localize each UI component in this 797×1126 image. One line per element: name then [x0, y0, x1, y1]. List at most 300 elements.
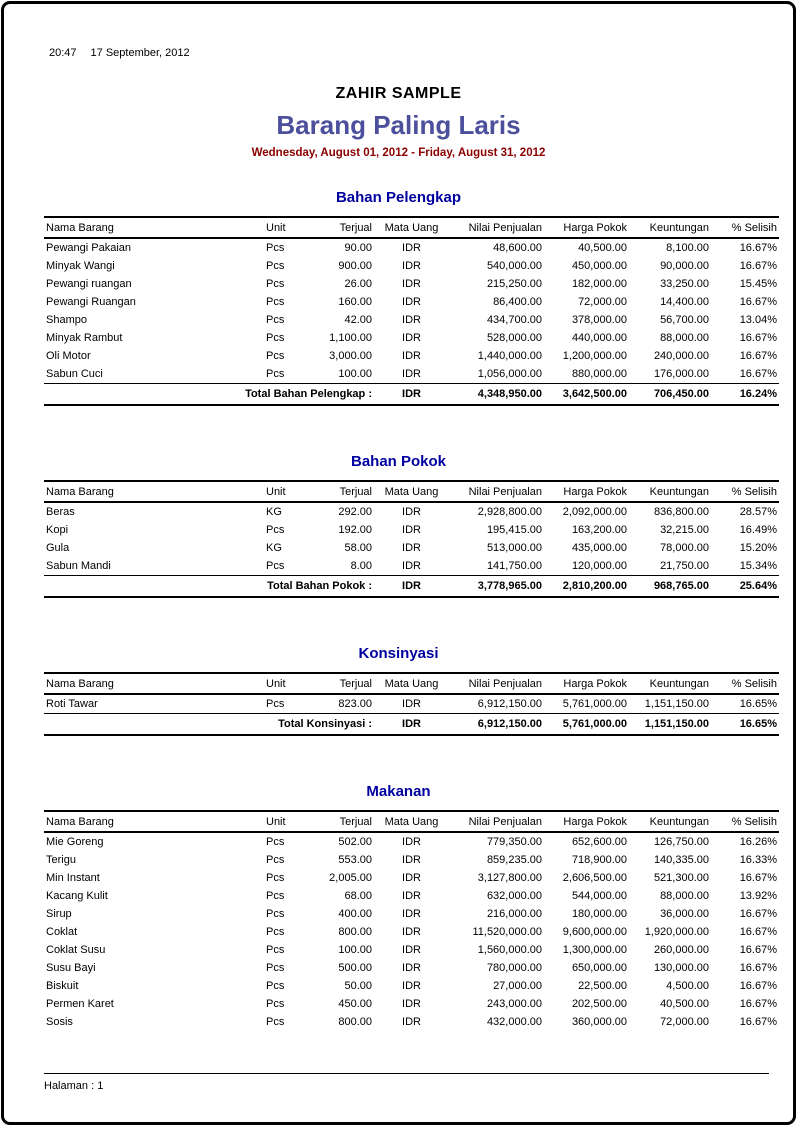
- table-cell: 78,000.00: [660, 542, 709, 554]
- table-cell: Pcs: [266, 836, 285, 848]
- table-cell: Pcs: [266, 944, 285, 956]
- column-header: Mata Uang: [374, 217, 449, 238]
- table-cell: 16.67%: [739, 296, 777, 308]
- table-cell: Pcs: [266, 698, 285, 710]
- table-cell: 632,000.00: [486, 890, 542, 902]
- table-cell: 100.00: [338, 944, 372, 956]
- table-cell: 16.67%: [739, 1016, 777, 1028]
- column-header: Nama Barang: [44, 217, 264, 238]
- table-cell: IDR: [402, 242, 421, 254]
- table-row: [44, 851, 779, 869]
- table-cell: IDR: [402, 296, 421, 308]
- table-cell: Susu Bayi: [46, 962, 96, 974]
- table-row: [44, 365, 779, 384]
- table-cell: 836,800.00: [653, 506, 709, 518]
- print-time: 20:47: [49, 47, 77, 59]
- table-cell: 8,100.00: [666, 242, 709, 254]
- table-cell: 780,000.00: [486, 962, 542, 974]
- table-row: [44, 905, 779, 923]
- table-cell: IDR: [402, 926, 421, 938]
- table-header-row: [44, 811, 779, 832]
- table-cell: 163,200.00: [571, 524, 627, 536]
- table-cell: Oli Motor: [46, 350, 91, 362]
- table-row: [44, 347, 779, 365]
- column-header: Unit: [264, 811, 319, 832]
- table-cell: Pcs: [266, 854, 285, 866]
- column-header: Mata Uang: [374, 481, 449, 502]
- table-cell: 650,000.00: [571, 962, 627, 974]
- table-cell: 11,520,000.00: [472, 926, 542, 938]
- table-cell: 240,000.00: [653, 350, 709, 362]
- company-name: ZAHIR SAMPLE: [335, 85, 462, 102]
- table-cell: IDR: [402, 542, 421, 554]
- table-cell: 502.00: [338, 836, 372, 848]
- table-cell: Min Instant: [46, 872, 100, 884]
- table-cell: Pcs: [266, 350, 285, 362]
- table-cell: 88,000.00: [660, 890, 709, 902]
- table-cell: 90,000.00: [660, 260, 709, 272]
- table-row: [44, 502, 779, 521]
- table-cell: 243,000.00: [486, 998, 542, 1010]
- total-row: [44, 384, 779, 406]
- table-cell: 176,000.00: [653, 368, 709, 380]
- table-cell: 28.57%: [739, 506, 777, 518]
- table-cell: 140,335.00: [653, 854, 709, 866]
- table-cell: 16.67%: [739, 332, 777, 344]
- report-table: [44, 480, 779, 598]
- column-header: Harga Pokok: [544, 217, 629, 238]
- table-cell: IDR: [402, 260, 421, 272]
- table-body: [44, 832, 779, 1031]
- column-header: % Selisih: [711, 217, 779, 238]
- table-cell: Shampo: [46, 314, 87, 326]
- table-body: [44, 694, 779, 714]
- table-cell: 180,000.00: [571, 908, 627, 920]
- table-cell: Kopi: [46, 524, 69, 536]
- table-cell: 3,000.00: [329, 350, 372, 362]
- table-cell: 544,000.00: [571, 890, 627, 902]
- table-cell: IDR: [402, 506, 421, 518]
- report-section: [4, 783, 793, 1031]
- total-row: [44, 714, 779, 736]
- table-cell: Pcs: [266, 314, 285, 326]
- table-cell: 16.26%: [739, 836, 777, 848]
- table-cell: IDR: [402, 854, 421, 866]
- total-value: 968,765.00: [629, 576, 711, 598]
- table-cell: 182,000.00: [571, 278, 627, 290]
- table-cell: IDR: [402, 560, 421, 572]
- report-section: [4, 453, 793, 598]
- table-cell: 521,300.00: [653, 872, 709, 884]
- report-section: [4, 189, 793, 406]
- table-cell: IDR: [402, 350, 421, 362]
- table-cell: 202,500.00: [571, 998, 627, 1010]
- report-table: [44, 810, 779, 1031]
- table-cell: 440,000.00: [571, 332, 627, 344]
- table-footer: [44, 384, 779, 406]
- table-cell: Sabun Mandi: [46, 560, 111, 572]
- total-value: 6,912,150.00: [449, 714, 544, 736]
- table-cell: Beras: [46, 506, 75, 518]
- table-cell: 2,092,000.00: [562, 506, 627, 518]
- column-header: Nilai Penjualan: [449, 217, 544, 238]
- table-cell: KG: [266, 506, 282, 518]
- table-cell: Pcs: [266, 368, 285, 380]
- table-cell: 120,000.00: [571, 560, 627, 572]
- table-row: [44, 557, 779, 576]
- table-cell: 859,235.00: [486, 854, 542, 866]
- table-cell: 292.00: [338, 506, 372, 518]
- table-cell: Roti Tawar: [46, 698, 98, 710]
- table-cell: Pcs: [266, 998, 285, 1010]
- table-cell: 2,928,800.00: [477, 506, 542, 518]
- column-header: Unit: [264, 481, 319, 502]
- table-cell: 14,400.00: [660, 296, 709, 308]
- table-cell: 400.00: [338, 908, 372, 920]
- table-cell: KG: [266, 542, 282, 554]
- total-percent: 16.65%: [711, 714, 779, 736]
- table-cell: 26.00: [344, 278, 372, 290]
- total-value: 1,151,150.00: [629, 714, 711, 736]
- table-cell: Pcs: [266, 980, 285, 992]
- table-cell: 22,500.00: [578, 980, 627, 992]
- table-cell: 130,000.00: [653, 962, 709, 974]
- table-cell: 1,560,000.00: [477, 944, 542, 956]
- table-cell: Pcs: [266, 560, 285, 572]
- column-header: Unit: [264, 673, 319, 694]
- table-cell: 5,761,000.00: [562, 698, 627, 710]
- report-page: [1, 1, 796, 1125]
- table-row: [44, 887, 779, 905]
- column-header: Keuntungan: [629, 481, 711, 502]
- table-cell: 141,750.00: [486, 560, 542, 572]
- page-footer: [44, 1073, 769, 1092]
- table-cell: 58.00: [344, 542, 372, 554]
- table-cell: 16.67%: [739, 350, 777, 362]
- table-header: [44, 673, 779, 694]
- table-cell: 4,500.00: [666, 980, 709, 992]
- table-cell: 13.04%: [739, 314, 777, 326]
- table-body: [44, 238, 779, 384]
- table-cell: 16.67%: [739, 242, 777, 254]
- table-cell: 56,700.00: [660, 314, 709, 326]
- table-cell: Sirup: [46, 908, 72, 920]
- section-heading: Makanan: [366, 783, 431, 800]
- table-cell: Kacang Kulit: [46, 890, 108, 902]
- table-cell: Pcs: [266, 872, 285, 884]
- table-cell: Pewangi Ruangan: [46, 296, 136, 308]
- table-cell: IDR: [402, 368, 421, 380]
- table-cell: 126,750.00: [653, 836, 709, 848]
- table-header-row: [44, 217, 779, 238]
- column-header: Harga Pokok: [544, 811, 629, 832]
- table-cell: Pcs: [266, 242, 285, 254]
- column-header: Keuntungan: [629, 217, 711, 238]
- total-percent: 25.64%: [711, 576, 779, 598]
- table-cell: Pcs: [266, 524, 285, 536]
- total-label: Total Konsinyasi :: [44, 714, 374, 736]
- column-header: Nama Barang: [44, 481, 264, 502]
- table-cell: 16.67%: [739, 260, 777, 272]
- column-header: Terjual: [319, 673, 374, 694]
- table-cell: 1,440,000.00: [477, 350, 542, 362]
- table-cell: IDR: [402, 962, 421, 974]
- total-value: 5,761,000.00: [544, 714, 629, 736]
- table-cell: 36,000.00: [660, 908, 709, 920]
- column-header: Nilai Penjualan: [449, 811, 544, 832]
- report-table: [44, 672, 779, 736]
- table-cell: Terigu: [46, 854, 76, 866]
- total-percent: 16.24%: [711, 384, 779, 406]
- table-row: [44, 238, 779, 257]
- table-row: [44, 275, 779, 293]
- column-header: Nilai Penjualan: [449, 481, 544, 502]
- column-header: Terjual: [319, 217, 374, 238]
- table-cell: 13.92%: [739, 890, 777, 902]
- table-cell: IDR: [402, 944, 421, 956]
- table-cell: IDR: [402, 908, 421, 920]
- table-cell: 432,000.00: [486, 1016, 542, 1028]
- column-header: % Selisih: [711, 481, 779, 502]
- table-cell: 50.00: [344, 980, 372, 992]
- table-cell: Pcs: [266, 1016, 285, 1028]
- report-table: [44, 216, 779, 406]
- total-value: 3,642,500.00: [544, 384, 629, 406]
- table-cell: 16.67%: [739, 872, 777, 884]
- table-cell: Pcs: [266, 962, 285, 974]
- total-currency: IDR: [374, 714, 449, 736]
- table-row: [44, 1013, 779, 1031]
- table-cell: 360,000.00: [571, 1016, 627, 1028]
- table-cell: 260,000.00: [653, 944, 709, 956]
- table-cell: 48,600.00: [493, 242, 542, 254]
- table-footer: [44, 714, 779, 736]
- table-cell: Sabun Cuci: [46, 368, 103, 380]
- table-cell: 434,700.00: [486, 314, 542, 326]
- column-header: % Selisih: [711, 673, 779, 694]
- section-heading: Bahan Pelengkap: [335, 189, 462, 206]
- column-header: % Selisih: [711, 811, 779, 832]
- print-datetime: [49, 4, 793, 60]
- table-cell: Pcs: [266, 890, 285, 902]
- table-cell: Minyak Wangi: [46, 260, 115, 272]
- table-cell: IDR: [402, 1016, 421, 1028]
- table-cell: 8.00: [350, 560, 372, 572]
- column-header: Harga Pokok: [544, 481, 629, 502]
- table-cell: 16.67%: [739, 926, 777, 938]
- table-cell: 16.67%: [739, 944, 777, 956]
- table-header-row: [44, 481, 779, 502]
- table-cell: 450.00: [338, 998, 372, 1010]
- table-cell: Pewangi Pakaian: [46, 242, 132, 254]
- table-cell: Gula: [46, 542, 70, 554]
- table-cell: 42.00: [344, 314, 372, 326]
- table-cell: 652,600.00: [571, 836, 627, 848]
- table-cell: Pcs: [266, 908, 285, 920]
- table-cell: IDR: [402, 836, 421, 848]
- table-cell: Sosis: [46, 1016, 73, 1028]
- table-cell: Pcs: [266, 926, 285, 938]
- table-cell: Coklat: [46, 926, 78, 938]
- table-cell: 528,000.00: [486, 332, 542, 344]
- table-cell: 86,400.00: [493, 296, 542, 308]
- table-cell: 800.00: [338, 926, 372, 938]
- table-cell: 16.67%: [739, 980, 777, 992]
- table-cell: Permen Karet: [46, 998, 114, 1010]
- column-header: Unit: [264, 217, 319, 238]
- table-cell: 16.65%: [739, 698, 777, 710]
- table-cell: 800.00: [338, 1016, 372, 1028]
- table-cell: 2,005.00: [329, 872, 372, 884]
- table-cell: 215,250.00: [486, 278, 542, 290]
- report-period: Wednesday, August 01, 2012 - Friday, August 31, 2012: [251, 147, 546, 159]
- table-cell: 72,000.00: [578, 296, 627, 308]
- table-cell: 160.00: [338, 296, 372, 308]
- table-cell: Mie Goreng: [46, 836, 104, 848]
- report-title: Barang Paling Laris: [276, 110, 521, 140]
- page-number: Halaman : 1: [44, 1080, 104, 1092]
- table-cell: Coklat Susu: [46, 944, 106, 956]
- total-value: 4,348,950.00: [449, 384, 544, 406]
- table-cell: 16.33%: [739, 854, 777, 866]
- table-cell: 880,000.00: [571, 368, 627, 380]
- table-cell: 40,500.00: [660, 998, 709, 1010]
- table-row: [44, 959, 779, 977]
- total-value: 3,778,965.00: [449, 576, 544, 598]
- table-cell: 1,300,000.00: [562, 944, 627, 956]
- table-row: [44, 832, 779, 851]
- table-cell: 1,200,000.00: [562, 350, 627, 362]
- table-cell: 33,250.00: [660, 278, 709, 290]
- total-currency: IDR: [374, 384, 449, 406]
- table-row: [44, 539, 779, 557]
- column-header: Nilai Penjualan: [449, 673, 544, 694]
- table-header-row: [44, 673, 779, 694]
- table-cell: Biskuit: [46, 980, 79, 992]
- table-cell: 500.00: [338, 962, 372, 974]
- table-cell: 900.00: [338, 260, 372, 272]
- table-cell: 378,000.00: [571, 314, 627, 326]
- table-header: [44, 811, 779, 832]
- table-cell: 88,000.00: [660, 332, 709, 344]
- table-cell: IDR: [402, 314, 421, 326]
- table-cell: 9,600,000.00: [562, 926, 627, 938]
- table-cell: Pcs: [266, 278, 285, 290]
- table-cell: 540,000.00: [486, 260, 542, 272]
- table-cell: IDR: [402, 332, 421, 344]
- table-cell: 16.67%: [739, 998, 777, 1010]
- total-value: 2,810,200.00: [544, 576, 629, 598]
- total-row: [44, 576, 779, 598]
- column-header: Keuntungan: [629, 673, 711, 694]
- column-header: Terjual: [319, 481, 374, 502]
- table-cell: 195,415.00: [486, 524, 542, 536]
- column-header: Mata Uang: [374, 673, 449, 694]
- table-cell: IDR: [402, 890, 421, 902]
- table-row: [44, 977, 779, 995]
- table-cell: Pcs: [266, 260, 285, 272]
- table-cell: 435,000.00: [571, 542, 627, 554]
- table-cell: 16.49%: [739, 524, 777, 536]
- table-cell: 1,151,150.00: [644, 698, 709, 710]
- table-cell: 90.00: [344, 242, 372, 254]
- section-heading: Bahan Pokok: [350, 453, 447, 470]
- table-row: [44, 329, 779, 347]
- table-cell: 16.67%: [739, 962, 777, 974]
- total-currency: IDR: [374, 576, 449, 598]
- table-cell: 823.00: [338, 698, 372, 710]
- table-cell: IDR: [402, 980, 421, 992]
- table-cell: 72,000.00: [660, 1016, 709, 1028]
- table-header: [44, 217, 779, 238]
- table-cell: 450,000.00: [571, 260, 627, 272]
- table-cell: 27,000.00: [493, 980, 542, 992]
- table-cell: 216,000.00: [486, 908, 542, 920]
- table-cell: IDR: [402, 524, 421, 536]
- table-cell: 68.00: [344, 890, 372, 902]
- column-header: Nama Barang: [44, 673, 264, 694]
- table-header: [44, 481, 779, 502]
- table-row: [44, 923, 779, 941]
- footer-divider: [44, 1073, 769, 1074]
- column-header: Terjual: [319, 811, 374, 832]
- table-cell: 15.45%: [739, 278, 777, 290]
- table-cell: 15.20%: [739, 542, 777, 554]
- table-footer: [44, 576, 779, 598]
- print-date: 17 September, 2012: [90, 47, 190, 59]
- table-cell: 16.67%: [739, 908, 777, 920]
- column-header: Nama Barang: [44, 811, 264, 832]
- report-sections: [4, 189, 793, 1031]
- table-cell: 513,000.00: [486, 542, 542, 554]
- table-row: [44, 311, 779, 329]
- table-cell: 16.67%: [739, 368, 777, 380]
- total-value: 706,450.00: [629, 384, 711, 406]
- table-row: [44, 869, 779, 887]
- table-body: [44, 502, 779, 576]
- table-cell: Pcs: [266, 332, 285, 344]
- table-cell: 2,606,500.00: [562, 872, 627, 884]
- table-cell: 6,912,150.00: [477, 698, 542, 710]
- table-cell: 32,215.00: [660, 524, 709, 536]
- table-row: [44, 257, 779, 275]
- table-row: [44, 694, 779, 714]
- table-cell: IDR: [402, 698, 421, 710]
- column-header: Mata Uang: [374, 811, 449, 832]
- table-row: [44, 521, 779, 539]
- table-cell: 192.00: [338, 524, 372, 536]
- table-cell: 21,750.00: [660, 560, 709, 572]
- table-cell: Pcs: [266, 296, 285, 308]
- table-cell: 718,900.00: [571, 854, 627, 866]
- table-cell: 553.00: [338, 854, 372, 866]
- table-cell: Pewangi ruangan: [46, 278, 132, 290]
- table-cell: 1,056,000.00: [477, 368, 542, 380]
- total-label: Total Bahan Pokok :: [44, 576, 374, 598]
- column-header: Keuntungan: [629, 811, 711, 832]
- table-cell: 40,500.00: [578, 242, 627, 254]
- table-cell: IDR: [402, 278, 421, 290]
- table-cell: 15.34%: [739, 560, 777, 572]
- table-cell: IDR: [402, 998, 421, 1010]
- table-cell: 3,127,800.00: [477, 872, 542, 884]
- table-cell: 1,100.00: [329, 332, 372, 344]
- table-row: [44, 941, 779, 959]
- table-row: [44, 293, 779, 311]
- table-cell: 779,350.00: [486, 836, 542, 848]
- total-label: Total Bahan Pelengkap :: [44, 384, 374, 406]
- section-heading: Konsinyasi: [358, 645, 439, 662]
